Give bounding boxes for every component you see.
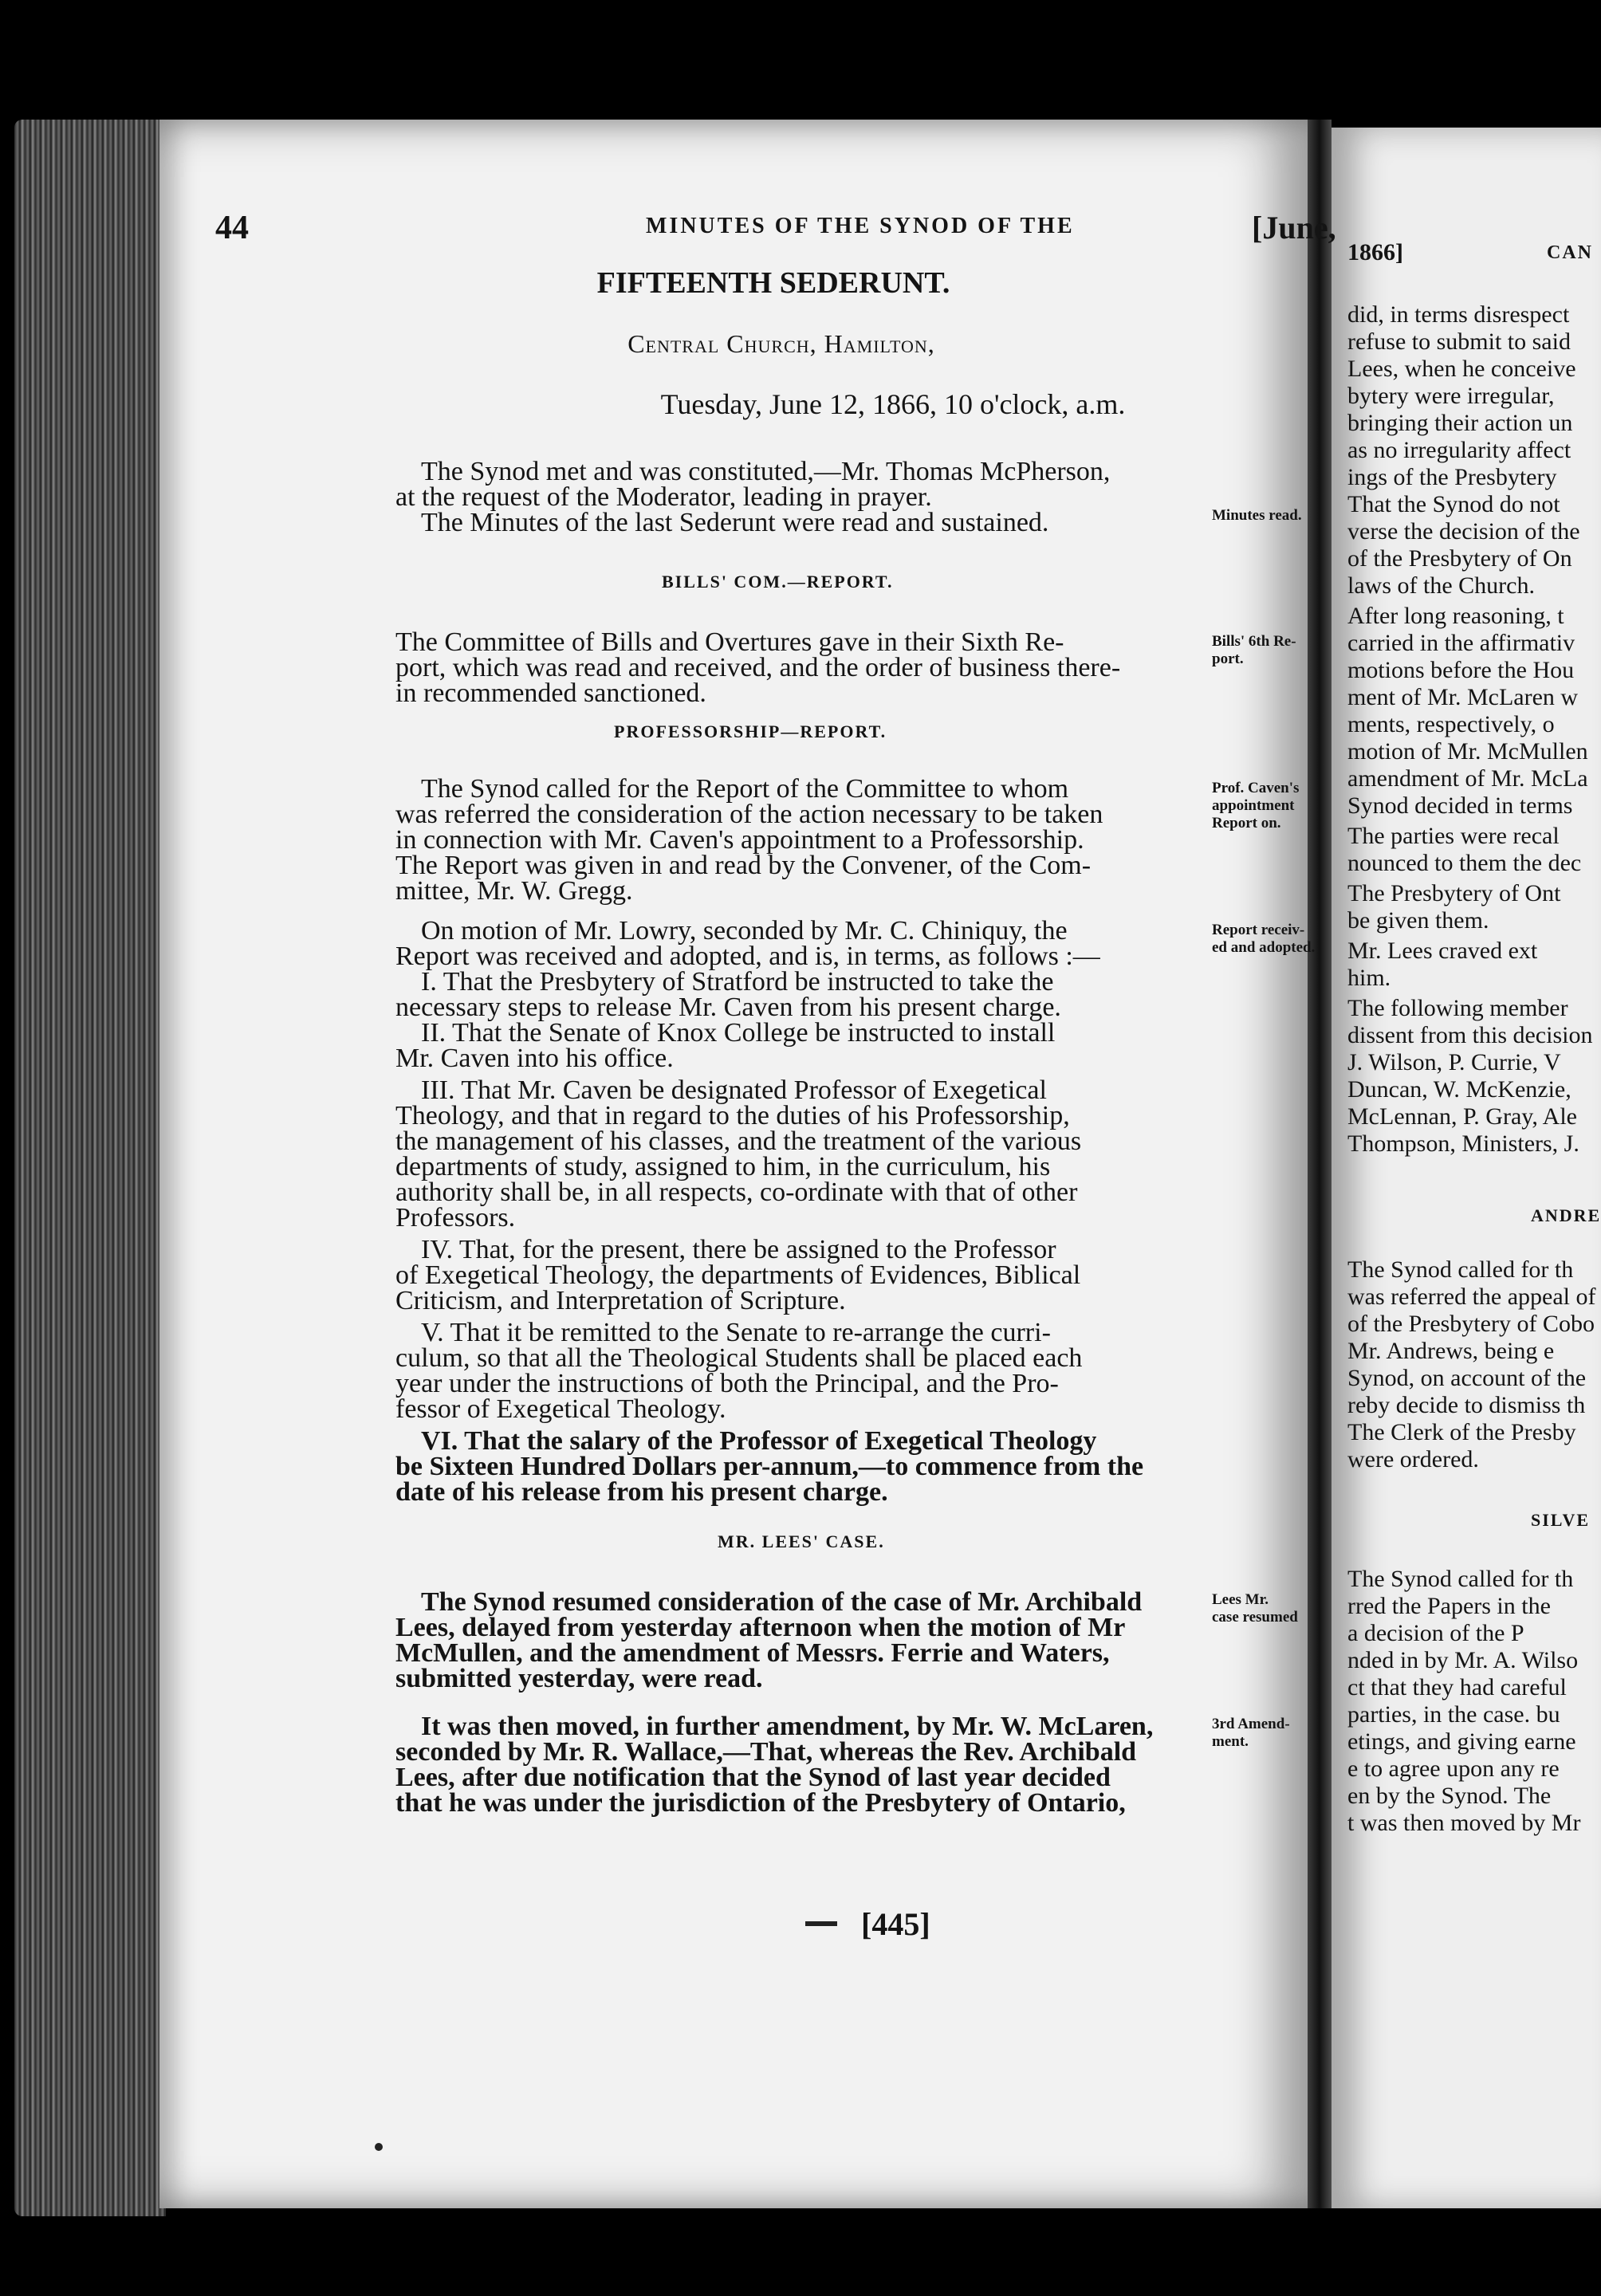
right-line: The Synod called for th <box>1347 1566 1574 1592</box>
body-line: It was then moved, in further amendment, by Mr. W. McLaren, <box>421 1712 1154 1741</box>
right-running-head-year: 1866] <box>1347 239 1403 265</box>
right-line: Mr. Andrews, being e <box>1347 1338 1555 1364</box>
body-line: Theology, and that in regard to the duties of his Professorship, <box>395 1101 1070 1130</box>
margin-note: appointment <box>1212 797 1295 814</box>
right-line: motion of Mr. McMullen <box>1347 738 1588 765</box>
right-line: ings of the Presbytery <box>1347 464 1557 490</box>
right-line: ct that they had careful <box>1347 1674 1567 1700</box>
section-heading: PROFESSORSHIP—REPORT. <box>614 721 887 741</box>
page-number: 44 <box>215 210 249 246</box>
right-line: refuse to submit to said <box>1347 328 1571 355</box>
right-line: e to agree upon any re <box>1347 1755 1560 1782</box>
right-line: verse the decision of the <box>1347 518 1580 545</box>
body-line: in connection with Mr. Caven's appointment to a Professorship. <box>395 825 1084 855</box>
margin-note: Bills' 6th Re- <box>1212 633 1296 650</box>
body-line: V. That it be remitted to the Senate to re-arrange the curri- <box>421 1318 1051 1347</box>
body-line: The Committee of Bills and Overtures gave in their Sixth Re- <box>395 627 1064 657</box>
body-line: at the request of the Moderator, leading in prayer. <box>395 482 932 512</box>
right-line: was referred the appeal of <box>1347 1284 1596 1310</box>
body-line: The Synod met and was constituted,—Mr. Thomas McPherson, <box>421 457 1111 486</box>
sederunt-title: FIFTEENTH SEDERUNT. <box>596 266 950 300</box>
right-line: McLennan, P. Gray, Ale <box>1347 1103 1577 1130</box>
right-line: That the Synod do not <box>1347 491 1560 517</box>
body-line: Professors. <box>395 1203 516 1233</box>
body-line: I. That the Presbytery of Stratford be instructed to take the <box>421 967 1054 997</box>
margin-note: Report receiv- <box>1212 922 1305 938</box>
margin-note: ment. <box>1212 1733 1249 1750</box>
margin-note: 3rd Amend- <box>1212 1716 1290 1732</box>
right-line: The Synod called for th <box>1347 1256 1574 1283</box>
right-line: be given them. <box>1347 907 1489 934</box>
body-line: Lees, delayed from yesterday afternoon when the motion of Mr <box>395 1613 1126 1642</box>
body-line: The Synod called for the Report of the Committee to whom <box>421 774 1069 804</box>
right-line: Lees, when he conceive <box>1347 356 1576 382</box>
right-line: Synod decided in terms <box>1347 792 1573 819</box>
body-line: departments of study, assigned to him, in the curriculum, his <box>395 1152 1051 1181</box>
footer-page-number: [445] <box>861 1906 930 1942</box>
body-line: seconded by Mr. R. Wallace,—That, whereas the Rev. Archibald <box>395 1737 1137 1767</box>
right-line: motions before the Hou <box>1347 657 1575 683</box>
body-line: McMullen, and the amendment of Messrs. Ferrie and Waters, <box>395 1638 1110 1668</box>
body-line: II. That the Senate of Knox College be instructed to install <box>421 1018 1056 1048</box>
right-line: etings, and giving earne <box>1347 1728 1576 1755</box>
body-line: Criticism, and Interpretation of Scripture. <box>395 1286 846 1315</box>
book-gutter <box>1308 120 1332 2208</box>
right-line: The Clerk of the Presby <box>1347 1419 1576 1445</box>
body-line: port, which was read and received, and the order of business there- <box>395 653 1121 682</box>
right-line: of the Presbytery of On <box>1347 545 1572 572</box>
body-line: was referred the consideration of the action necessary to be taken <box>395 800 1103 829</box>
body-line: be Sixteen Hundred Dollars per-annum,—to commence from the <box>395 1452 1144 1481</box>
right-line: parties, in the case. bu <box>1347 1701 1560 1728</box>
body-line: On motion of Mr. Lowry, seconded by Mr. C. Chiniquy, the <box>421 916 1068 946</box>
body-line: mittee, Mr. W. Gregg. <box>395 876 633 906</box>
body-line: necessary steps to release Mr. Caven from his present charge. <box>395 993 1061 1022</box>
footer-dash <box>805 1921 837 1926</box>
body-line: VI. That the salary of the Professor of Exegetical Theology <box>421 1426 1097 1456</box>
body-line: date of his release from his present charge. <box>395 1477 888 1507</box>
right-line: t was then moved by Mr <box>1347 1810 1581 1836</box>
right-line: The following member <box>1347 995 1568 1021</box>
right-line: ments, respectively, o <box>1347 711 1555 737</box>
body-line: the management of his classes, and the treatment of the various <box>395 1126 1082 1156</box>
margin-note: Prof. Caven's <box>1212 780 1300 796</box>
right-line: en by the Synod. The <box>1347 1783 1552 1809</box>
body-line: fessor of Exegetical Theology. <box>395 1394 726 1424</box>
right-line: did, in terms disrespect <box>1347 301 1570 328</box>
body-line: year under the instructions of both the Principal, and the Pro- <box>395 1369 1059 1398</box>
body-line: Mr. Caven into his office. <box>395 1044 674 1073</box>
right-line: laws of the Church. <box>1347 572 1535 599</box>
margin-note: Minutes read. <box>1212 507 1302 524</box>
section-heading: MR. LEES' CASE. <box>718 1531 885 1551</box>
margin-note: ed and adopted. <box>1212 939 1316 956</box>
margin-note: port. <box>1212 651 1244 667</box>
book-page-edges <box>14 120 166 2216</box>
margin-note: Report on. <box>1212 815 1281 832</box>
running-head-title: MINUTES OF THE SYNOD OF THE <box>646 214 1075 238</box>
right-section-heading: ANDRE <box>1531 1205 1601 1225</box>
right-line: bytery were irregular, <box>1347 383 1555 409</box>
right-line: J. Wilson, P. Currie, V <box>1347 1049 1561 1075</box>
right-line: Duncan, W. McKenzie, <box>1347 1076 1571 1103</box>
right-line: bringing their action un <box>1347 410 1573 436</box>
running-head-date: [June, <box>1252 210 1336 246</box>
right-line: Synod, on account of the <box>1347 1365 1587 1391</box>
right-line: as no irregularity affect <box>1347 437 1571 463</box>
body-line: that he was under the jurisdiction of the Presbytery of Ontario, <box>395 1788 1126 1818</box>
body-line: The Minutes of the last Sederunt were read and sustained. <box>421 508 1049 537</box>
location-line: Central Church, Hamilton, <box>627 329 935 358</box>
body-line: culum, so that all the Theological Students shall be placed each <box>395 1343 1083 1373</box>
body-line: submitted yesterday, were read. <box>395 1664 763 1693</box>
body-line: of Exegetical Theology, the departments of Evidences, Biblical <box>395 1260 1081 1290</box>
section-heading: BILLS' COM.—REPORT. <box>662 572 894 592</box>
ink-dot <box>375 2143 383 2151</box>
right-section-heading: SILVE <box>1531 1510 1591 1530</box>
body-line: Lees, after due notification that the Synod of last year decided <box>395 1763 1111 1792</box>
right-line: carried in the affirmativ <box>1347 630 1575 656</box>
right-line: dissent from this decision <box>1347 1022 1593 1048</box>
body-line: IV. That, for the present, there be assigned to the Professor <box>421 1235 1056 1264</box>
right-line: Thompson, Ministers, J. <box>1347 1130 1579 1157</box>
body-line: The Report was given in and read by the Convener, of the Com- <box>395 851 1092 880</box>
right-line: reby decide to dismiss th <box>1347 1392 1586 1418</box>
right-running-head-word: CAN <box>1547 242 1593 263</box>
margin-note: Lees Mr. <box>1212 1591 1269 1608</box>
right-line: ment of Mr. McLaren w <box>1347 684 1579 710</box>
date-line: Tuesday, June 12, 1866, 10 o'clock, a.m. <box>660 388 1126 420</box>
right-line: nded in by Mr. A. Wilso <box>1347 1647 1579 1673</box>
right-line: After long reasoning, t <box>1347 603 1564 629</box>
right-line: amendment of Mr. McLa <box>1347 765 1588 792</box>
right-line: rred the Papers in the <box>1347 1593 1551 1619</box>
right-line: him. <box>1347 965 1391 991</box>
right-line: were ordered. <box>1347 1446 1479 1472</box>
body-line: Report was received and adopted, and is, in terms, as follows :— <box>395 942 1100 971</box>
body-line: The Synod resumed consideration of the case of Mr. Archibald <box>421 1587 1143 1617</box>
right-line: Mr. Lees craved ext <box>1347 938 1538 964</box>
right-line: nounced to them the dec <box>1347 850 1582 876</box>
right-line: of the Presbytery of Cobo <box>1347 1311 1595 1337</box>
right-line: The parties were recal <box>1347 823 1560 849</box>
body-line: III. That Mr. Caven be designated Professor of Exegetical <box>421 1075 1047 1105</box>
running-head <box>215 209 1336 249</box>
body-line: authority shall be, in all respects, co-ordinate with that of other <box>395 1177 1078 1207</box>
body-line: in recommended sanctioned. <box>395 678 706 708</box>
margin-note: case resumed <box>1212 1609 1298 1626</box>
right-line: The Presbytery of Ont <box>1347 880 1561 906</box>
right-line: a decision of the P <box>1347 1620 1524 1646</box>
